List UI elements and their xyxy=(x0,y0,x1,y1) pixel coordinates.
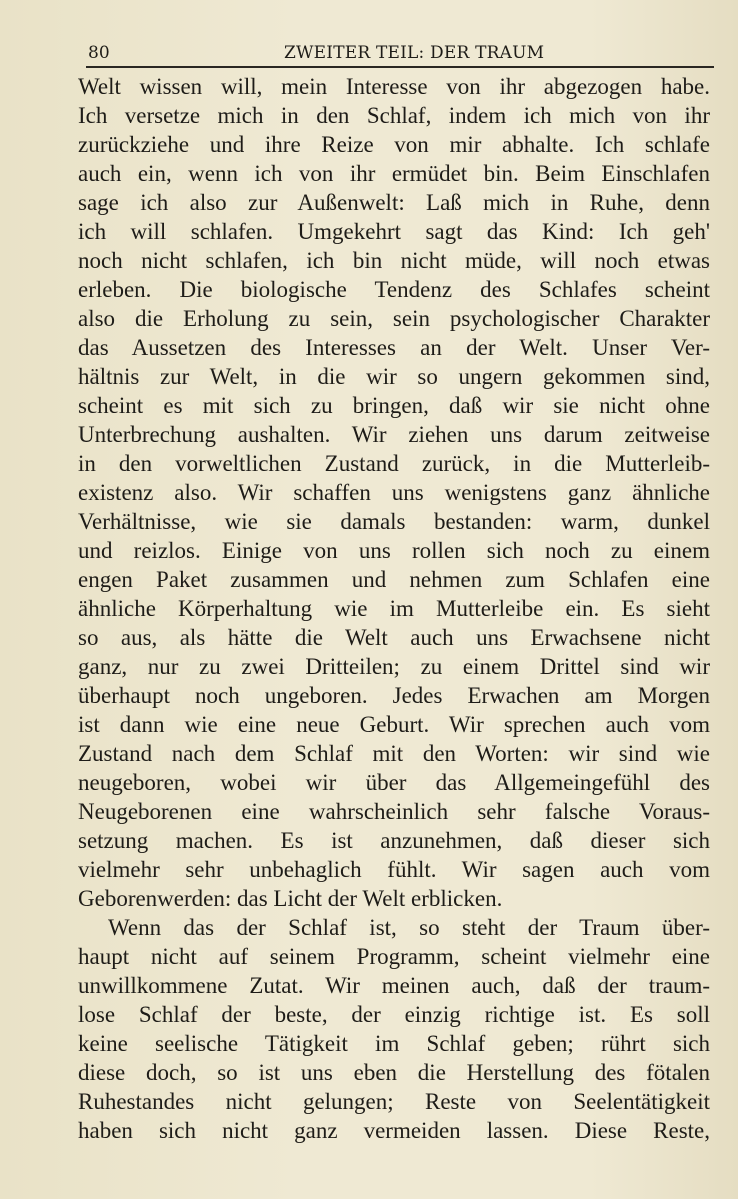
text-line: engen Paket zusammen und nehmen zum Schlafen eine xyxy=(78,567,710,592)
text-line: überhaupt noch ungeboren. Jedes Erwachen am Morgen xyxy=(78,683,710,708)
running-title: ZWEITER TEIL: DER TRAUM xyxy=(284,43,545,63)
text-line: lose Schlaf der beste, der einzig richtige ist. Es soll xyxy=(78,1002,710,1027)
text-line: auch ein, wenn ich von ihr ermüdet bin. Beim Einschlafen xyxy=(78,161,710,186)
text-line: noch nicht schlafen, ich bin nicht müde, will noch etwas xyxy=(78,248,710,273)
text-line: Geborenwerden: das Licht der Welt erblicken. xyxy=(78,886,503,911)
text-line: unwillkommene Zutat. Wir meinen auch, daß der traum- xyxy=(78,973,710,998)
body-text xyxy=(78,72,710,1145)
text-line: ist dann wie eine neue Geburt. Wir sprechen auch vom xyxy=(78,712,710,737)
text-line: Wenn das der Schlaf ist, so steht der Traum über- xyxy=(108,915,710,940)
text-line: haben sich nicht ganz vermeiden lassen. Diese Reste, xyxy=(78,1118,710,1143)
page-header xyxy=(88,42,712,64)
text-line: scheint es mit sich zu bringen, daß wir sie nicht ohne xyxy=(78,393,710,418)
text-line: Neugeborenen eine wahrscheinlich sehr falsche Voraus- xyxy=(78,799,710,824)
text-line: das Aussetzen des Interesses an der Welt. Unser Ver- xyxy=(78,335,710,360)
text-line: ich will schlafen. Umgekehrt sagt das Kind: Ich geh' xyxy=(78,219,710,244)
text-line: Ruhestandes nicht gelungen; Reste von Seelentätigkeit xyxy=(78,1089,710,1114)
text-line: hältnis zur Welt, in die wir so ungern gekommen sind, xyxy=(78,364,710,389)
header-rule xyxy=(86,66,714,68)
text-line: haupt nicht auf seinem Programm, scheint vielmehr eine xyxy=(78,944,710,969)
text-line: setzung machen. Es ist anzunehmen, daß dieser sich xyxy=(78,828,710,853)
text-line: also die Erholung zu sein, sein psychologischer Charakter xyxy=(78,306,710,331)
text-line: Zustand nach dem Schlaf mit den Worten: wir sind wie xyxy=(78,741,710,766)
text-line: keine seelische Tätigkeit im Schlaf geben; rührt sich xyxy=(78,1031,710,1056)
page-number: 80 xyxy=(88,43,110,63)
text-line: erleben. Die biologische Tendenz des Schlafes scheint xyxy=(78,277,710,302)
text-line: und reizlos. Einige von uns rollen sich noch zu einem xyxy=(78,538,710,563)
text-line: diese doch, so ist uns eben die Herstellung des fötalen xyxy=(78,1060,710,1085)
text-line: Ich versetze mich in den Schlaf, indem ich mich von ihr xyxy=(78,103,710,128)
text-line: Unterbrechung aushalten. Wir ziehen uns darum zeitweise xyxy=(78,422,710,447)
text-line: Welt wissen will, mein Interesse von ihr abgezogen habe. xyxy=(78,74,710,99)
text-line: neugeboren, wobei wir über das Allgemeingefühl des xyxy=(78,770,710,795)
text-line: ganz, nur zu zwei Dritteilen; zu einem Drittel sind wir xyxy=(78,654,710,679)
text-line: in den vorweltlichen Zustand zurück, in die Mutterleib- xyxy=(78,451,710,476)
text-line: ähnliche Körperhaltung wie im Mutterleibe ein. Es sieht xyxy=(78,596,710,621)
text-line: Verhältnisse, wie sie damals bestanden: warm, dunkel xyxy=(78,509,710,534)
text-line: vielmehr sehr unbehaglich fühlt. Wir sagen auch vom xyxy=(78,857,710,882)
text-line: existenz also. Wir schaffen uns wenigstens ganz ähnliche xyxy=(78,480,710,505)
text-line: so aus, als hätte die Welt auch uns Erwachsene nicht xyxy=(78,625,710,650)
text-line: zurückziehe und ihre Reize von mir abhalte. Ich schlafe xyxy=(78,132,710,157)
text-line: sage ich also zur Außenwelt: Laß mich in Ruhe, denn xyxy=(78,190,710,215)
